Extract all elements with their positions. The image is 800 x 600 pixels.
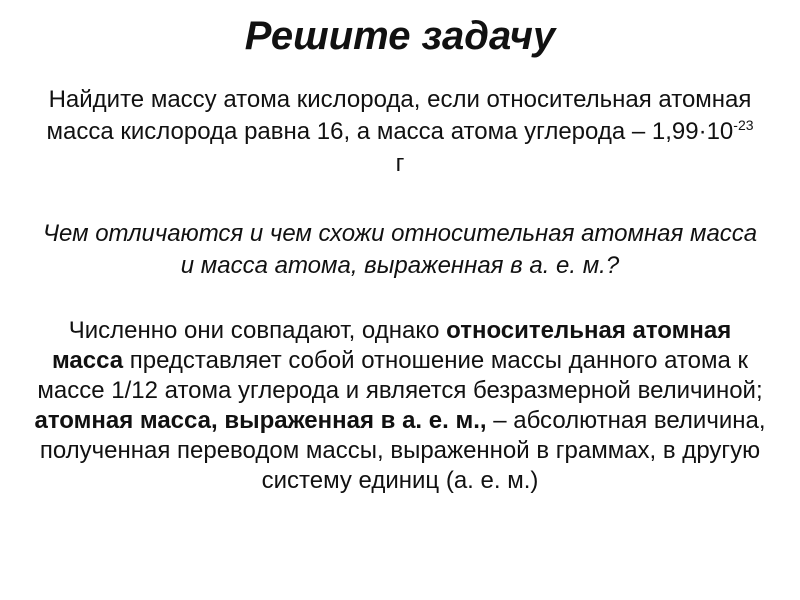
answer-term-atomic-mass-amu: атомная масса, выраженная в а. е. м., xyxy=(34,407,487,434)
task-exponent: -23 xyxy=(733,117,754,133)
question-text: Чем отличаются и чем схожи относительная атомная масса и масса атома, выраженная в а. е. м.? xyxy=(42,220,758,279)
answer-part-1: Численно они совпадают, однако xyxy=(68,317,447,344)
answer-text xyxy=(30,316,770,496)
answer-part-2: представляет собой отношение массы данного атома к массе 1/12 атома углерода и является безразмерной величиной; xyxy=(37,347,763,404)
slide-title: Решите задачу xyxy=(244,14,556,58)
task-unit: г xyxy=(395,150,405,177)
task-text xyxy=(40,84,760,180)
task-main-text: Найдите массу атома кислорода, если относительная атомная масса кислорода равна 16, а масса атома углерода – 1,99·10 xyxy=(46,86,752,145)
answer-term-relative-mass: относительная атомная масса xyxy=(51,317,732,374)
answer-part-3: – абсолютная величина, полученная переводом массы, выраженной в граммах, в другую систему единиц (а. е. м.) xyxy=(39,407,766,494)
